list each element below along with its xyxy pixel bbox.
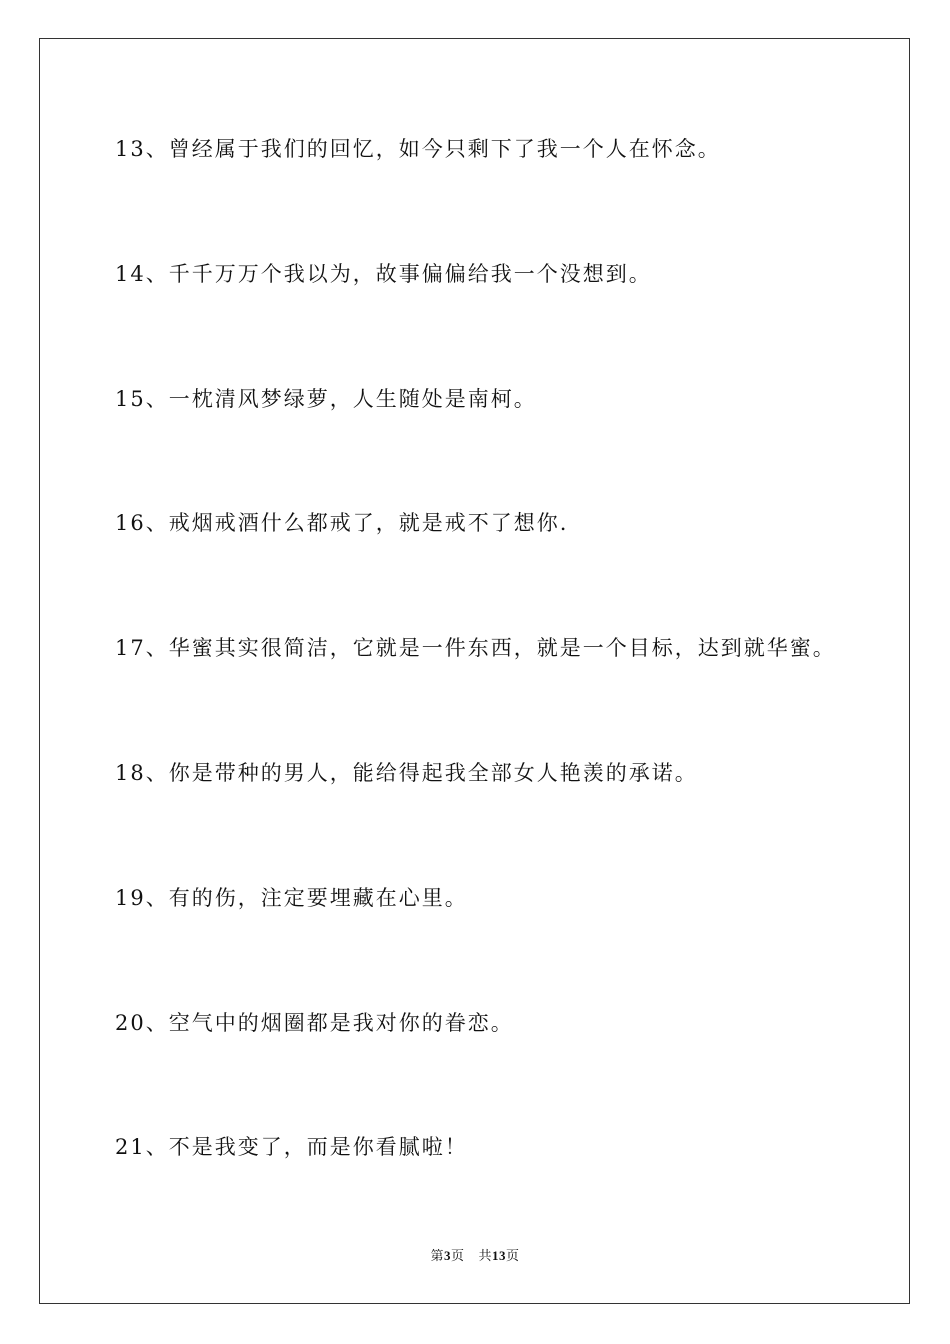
text-line: 17、华蜜其实很简洁，它就是一件东西，就是一个目标，达到就华蜜。 — [115, 636, 836, 661]
page-number: 3 — [444, 1248, 452, 1263]
text-line: 16、戒烟戒酒什么都戒了，就是戒不了想你. — [115, 511, 569, 536]
text-line: 13、曾经属于我们的回忆，如今只剩下了我一个人在怀念。 — [115, 137, 721, 161]
document-body — [115, 132, 875, 1255]
total-prefix: 共 — [478, 1249, 492, 1264]
text-line: 19、有的伤，注定要埋藏在心里。 — [115, 885, 468, 910]
text-line: 21、不是我变了，而是你看腻啦！ — [115, 1135, 468, 1160]
page-suffix: 页 — [451, 1249, 465, 1264]
total-pages: 13 — [491, 1248, 506, 1263]
text-line: 18、你是带种的男人，能给得起我全部女人艳羡的承诺。 — [115, 760, 698, 785]
page-prefix: 第 — [430, 1249, 445, 1264]
text-line: 20、空气中的烟圈都是我对你的眷恋。 — [115, 1010, 514, 1035]
text-line: 14、千千万万个我以为，故事偏偏给我一个没想到。 — [115, 261, 652, 286]
text-line: 15、一枕清风梦绿萝，人生随处是南柯。 — [115, 386, 537, 411]
total-suffix: 页 — [505, 1249, 520, 1264]
page-footer — [0, 1247, 950, 1266]
